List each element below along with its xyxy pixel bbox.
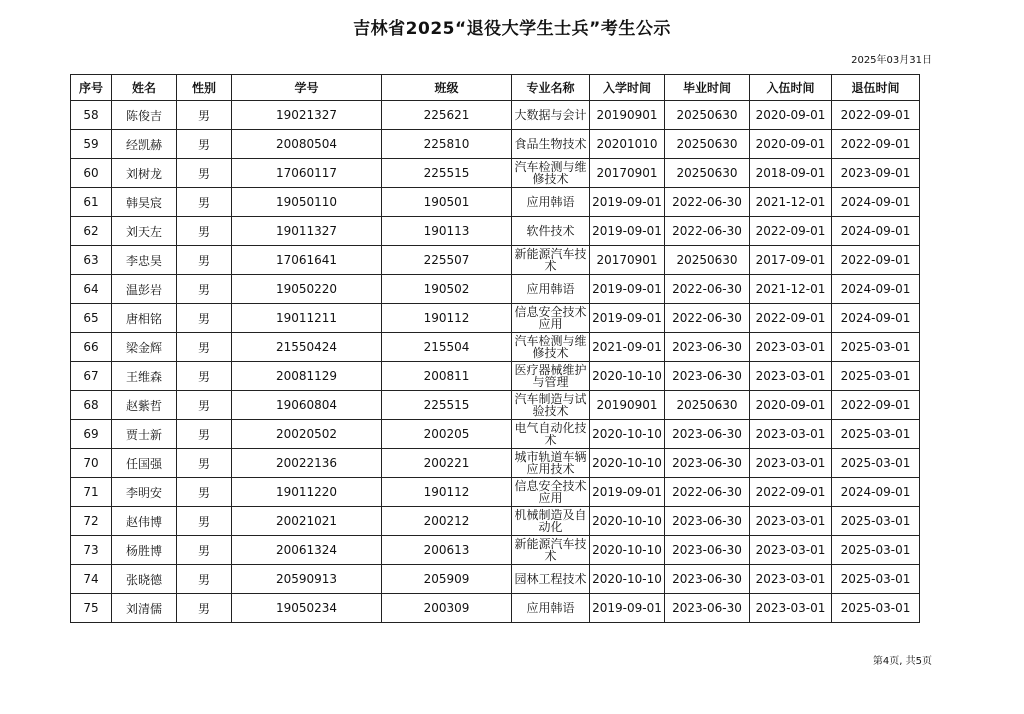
table-row — [71, 391, 920, 420]
cell-name: 韩昊宸 — [112, 188, 177, 217]
cell-graduation-date: 2023-06-30 — [665, 362, 750, 391]
table-row — [71, 304, 920, 333]
cell-discharge-date: 2024-09-01 — [832, 275, 920, 304]
cell-index: 70 — [71, 449, 112, 478]
cell-graduation-date: 2023-06-30 — [665, 507, 750, 536]
table-row — [71, 565, 920, 594]
cell-major: 食品生物技术 — [512, 130, 590, 159]
cell-name: 温彭岩 — [112, 275, 177, 304]
cell-discharge-date: 2022-09-01 — [832, 101, 920, 130]
cell-student-id: 19050234 — [232, 594, 382, 623]
table-row — [71, 275, 920, 304]
cell-name: 杨胜博 — [112, 536, 177, 565]
cell-enrollment-date: 2019-09-01 — [590, 594, 665, 623]
cell-major: 大数据与会计 — [512, 101, 590, 130]
cell-gender: 男 — [177, 536, 232, 565]
cell-student-id: 19050220 — [232, 275, 382, 304]
cell-class: 190112 — [382, 304, 512, 333]
cell-name: 张晓德 — [112, 565, 177, 594]
cell-student-id: 19060804 — [232, 391, 382, 420]
cell-graduation-date: 2023-06-30 — [665, 420, 750, 449]
header-enlistment-date: 入伍时间 — [750, 75, 832, 101]
cell-index: 63 — [71, 246, 112, 275]
cell-major: 汽车制造与试验技术 — [512, 391, 590, 420]
cell-class: 190501 — [382, 188, 512, 217]
cell-name: 刘清儒 — [112, 594, 177, 623]
cell-graduation-date: 2022-06-30 — [665, 275, 750, 304]
cell-graduation-date: 2022-06-30 — [665, 478, 750, 507]
table-row — [71, 449, 920, 478]
cell-index: 60 — [71, 159, 112, 188]
cell-gender: 男 — [177, 246, 232, 275]
cell-class: 225621 — [382, 101, 512, 130]
cell-student-id: 19021327 — [232, 101, 382, 130]
cell-discharge-date: 2025-03-01 — [832, 565, 920, 594]
cell-gender: 男 — [177, 159, 232, 188]
header-gender: 性别 — [177, 75, 232, 101]
cell-student-id: 20081129 — [232, 362, 382, 391]
table-row — [71, 420, 920, 449]
cell-graduation-date: 2022-06-30 — [665, 304, 750, 333]
cell-index: 69 — [71, 420, 112, 449]
cell-discharge-date: 2025-03-01 — [832, 507, 920, 536]
cell-index: 58 — [71, 101, 112, 130]
cell-discharge-date: 2022-09-01 — [832, 391, 920, 420]
cell-enrollment-date: 2019-09-01 — [590, 478, 665, 507]
cell-name: 刘树龙 — [112, 159, 177, 188]
cell-major: 信息安全技术应用 — [512, 478, 590, 507]
cell-student-id: 17061641 — [232, 246, 382, 275]
cell-gender: 男 — [177, 217, 232, 246]
cell-student-id: 19050110 — [232, 188, 382, 217]
cell-name: 刘天左 — [112, 217, 177, 246]
cell-enlistment-date: 2022-09-01 — [750, 478, 832, 507]
cell-enrollment-date: 2019-09-01 — [590, 304, 665, 333]
cell-graduation-date: 20250630 — [665, 130, 750, 159]
cell-student-id: 19011327 — [232, 217, 382, 246]
cell-enlistment-date: 2020-09-01 — [750, 130, 832, 159]
header-major: 专业名称 — [512, 75, 590, 101]
cell-discharge-date: 2025-03-01 — [832, 594, 920, 623]
cell-discharge-date: 2025-03-01 — [832, 420, 920, 449]
cell-class: 200212 — [382, 507, 512, 536]
header-name: 姓名 — [112, 75, 177, 101]
cell-graduation-date: 2022-06-30 — [665, 217, 750, 246]
cell-index: 71 — [71, 478, 112, 507]
cell-name: 唐相铭 — [112, 304, 177, 333]
cell-student-id: 20022136 — [232, 449, 382, 478]
cell-discharge-date: 2025-03-01 — [832, 536, 920, 565]
cell-class: 200613 — [382, 536, 512, 565]
cell-graduation-date: 2023-06-30 — [665, 565, 750, 594]
cell-index: 74 — [71, 565, 112, 594]
cell-enrollment-date: 2020-10-10 — [590, 362, 665, 391]
cell-gender: 男 — [177, 478, 232, 507]
cell-student-id: 21550424 — [232, 333, 382, 362]
cell-class: 190502 — [382, 275, 512, 304]
cell-gender: 男 — [177, 333, 232, 362]
cell-enrollment-date: 2020-10-10 — [590, 449, 665, 478]
table-row — [71, 478, 920, 507]
cell-enlistment-date: 2017-09-01 — [750, 246, 832, 275]
cell-enlistment-date: 2018-09-01 — [750, 159, 832, 188]
cell-name: 赵伟博 — [112, 507, 177, 536]
cell-discharge-date: 2025-03-01 — [832, 449, 920, 478]
cell-gender: 男 — [177, 188, 232, 217]
publish-date: 2025年03月31日 — [851, 55, 932, 66]
cell-discharge-date: 2024-09-01 — [832, 188, 920, 217]
table-row — [71, 333, 920, 362]
cell-student-id: 20020502 — [232, 420, 382, 449]
cell-graduation-date: 2023-06-30 — [665, 449, 750, 478]
cell-student-id: 20590913 — [232, 565, 382, 594]
cell-enrollment-date: 2021-09-01 — [590, 333, 665, 362]
cell-name: 李明安 — [112, 478, 177, 507]
cell-graduation-date: 20250630 — [665, 246, 750, 275]
cell-name: 王维森 — [112, 362, 177, 391]
cell-class: 190113 — [382, 217, 512, 246]
cell-graduation-date: 20250630 — [665, 101, 750, 130]
header-index: 序号 — [71, 75, 112, 101]
table-row — [71, 362, 920, 391]
cell-index: 61 — [71, 188, 112, 217]
cell-discharge-date: 2024-09-01 — [832, 304, 920, 333]
cell-index: 72 — [71, 507, 112, 536]
table-row — [71, 101, 920, 130]
table-row — [71, 217, 920, 246]
cell-enrollment-date: 2020-10-10 — [590, 420, 665, 449]
cell-major: 应用韩语 — [512, 275, 590, 304]
cell-gender: 男 — [177, 130, 232, 159]
cell-enlistment-date: 2020-09-01 — [750, 391, 832, 420]
header-enrollment-date: 入学时间 — [590, 75, 665, 101]
cell-student-id: 20061324 — [232, 536, 382, 565]
cell-class: 200309 — [382, 594, 512, 623]
cell-major: 软件技术 — [512, 217, 590, 246]
cell-class: 215504 — [382, 333, 512, 362]
roster-table — [70, 74, 920, 623]
cell-student-id: 20021021 — [232, 507, 382, 536]
cell-enrollment-date: 20190901 — [590, 391, 665, 420]
cell-index: 73 — [71, 536, 112, 565]
cell-discharge-date: 2025-03-01 — [832, 333, 920, 362]
cell-class: 225507 — [382, 246, 512, 275]
cell-enlistment-date: 2023-03-01 — [750, 536, 832, 565]
cell-index: 67 — [71, 362, 112, 391]
cell-discharge-date: 2022-09-01 — [832, 246, 920, 275]
cell-enrollment-date: 20201010 — [590, 130, 665, 159]
cell-gender: 男 — [177, 275, 232, 304]
cell-graduation-date: 2023-06-30 — [665, 536, 750, 565]
table-header-row — [71, 75, 920, 101]
header-class: 班级 — [382, 75, 512, 101]
cell-student-id: 19011211 — [232, 304, 382, 333]
cell-discharge-date: 2024-09-01 — [832, 478, 920, 507]
cell-graduation-date: 2023-06-30 — [665, 594, 750, 623]
cell-gender: 男 — [177, 594, 232, 623]
cell-enlistment-date: 2023-03-01 — [750, 333, 832, 362]
cell-name: 梁金辉 — [112, 333, 177, 362]
table-row — [71, 159, 920, 188]
cell-enrollment-date: 2019-09-01 — [590, 275, 665, 304]
cell-major: 新能源汽车技术 — [512, 536, 590, 565]
cell-class: 225515 — [382, 159, 512, 188]
cell-gender: 男 — [177, 507, 232, 536]
cell-student-id: 19011220 — [232, 478, 382, 507]
cell-major: 城市轨道车辆应用技术 — [512, 449, 590, 478]
page-number: 第4页, 共5页 — [872, 656, 932, 667]
cell-enlistment-date: 2023-03-01 — [750, 507, 832, 536]
cell-major: 汽车检测与维修技术 — [512, 159, 590, 188]
table-row — [71, 246, 920, 275]
cell-student-id: 20080504 — [232, 130, 382, 159]
cell-major: 信息安全技术应用 — [512, 304, 590, 333]
page-title: 吉林省2025“退役大学生士兵”考生公示 — [353, 19, 671, 39]
cell-graduation-date: 20250630 — [665, 391, 750, 420]
table-row — [71, 536, 920, 565]
table-row — [71, 130, 920, 159]
cell-enlistment-date: 2020-09-01 — [750, 101, 832, 130]
cell-enrollment-date: 2020-10-10 — [590, 565, 665, 594]
cell-discharge-date: 2022-09-01 — [832, 130, 920, 159]
cell-name: 贾士新 — [112, 420, 177, 449]
cell-student-id: 17060117 — [232, 159, 382, 188]
cell-major: 园林工程技术 — [512, 565, 590, 594]
cell-graduation-date: 2022-06-30 — [665, 188, 750, 217]
cell-gender: 男 — [177, 420, 232, 449]
cell-index: 64 — [71, 275, 112, 304]
cell-class: 205909 — [382, 565, 512, 594]
cell-class: 200221 — [382, 449, 512, 478]
cell-discharge-date: 2024-09-01 — [832, 217, 920, 246]
cell-gender: 男 — [177, 304, 232, 333]
cell-gender: 男 — [177, 565, 232, 594]
cell-class: 190112 — [382, 478, 512, 507]
cell-name: 任国强 — [112, 449, 177, 478]
cell-index: 66 — [71, 333, 112, 362]
cell-index: 68 — [71, 391, 112, 420]
cell-index: 75 — [71, 594, 112, 623]
cell-enrollment-date: 2019-09-01 — [590, 188, 665, 217]
cell-major: 机械制造及自动化 — [512, 507, 590, 536]
cell-enlistment-date: 2022-09-01 — [750, 304, 832, 333]
cell-major: 应用韩语 — [512, 188, 590, 217]
table-row — [71, 594, 920, 623]
cell-class: 225515 — [382, 391, 512, 420]
cell-enrollment-date: 20190901 — [590, 101, 665, 130]
table-row — [71, 507, 920, 536]
cell-name: 赵紫哲 — [112, 391, 177, 420]
cell-enlistment-date: 2021-12-01 — [750, 188, 832, 217]
cell-enlistment-date: 2023-03-01 — [750, 594, 832, 623]
cell-graduation-date: 2023-06-30 — [665, 333, 750, 362]
cell-enlistment-date: 2023-03-01 — [750, 362, 832, 391]
cell-gender: 男 — [177, 101, 232, 130]
cell-enrollment-date: 2020-10-10 — [590, 507, 665, 536]
cell-graduation-date: 20250630 — [665, 159, 750, 188]
cell-enlistment-date: 2023-03-01 — [750, 565, 832, 594]
cell-name: 经凯赫 — [112, 130, 177, 159]
cell-gender: 男 — [177, 362, 232, 391]
cell-discharge-date: 2023-09-01 — [832, 159, 920, 188]
header-student-id: 学号 — [232, 75, 382, 101]
cell-class: 200811 — [382, 362, 512, 391]
cell-index: 62 — [71, 217, 112, 246]
header-discharge-date: 退伍时间 — [832, 75, 920, 101]
cell-major: 汽车检测与维修技术 — [512, 333, 590, 362]
cell-major: 应用韩语 — [512, 594, 590, 623]
cell-enrollment-date: 2019-09-01 — [590, 217, 665, 246]
cell-name: 陈俊吉 — [112, 101, 177, 130]
cell-enrollment-date: 2020-10-10 — [590, 536, 665, 565]
table-row — [71, 188, 920, 217]
cell-gender: 男 — [177, 449, 232, 478]
cell-enlistment-date: 2023-03-01 — [750, 449, 832, 478]
cell-class: 225810 — [382, 130, 512, 159]
cell-discharge-date: 2025-03-01 — [832, 362, 920, 391]
cell-index: 59 — [71, 130, 112, 159]
cell-gender: 男 — [177, 391, 232, 420]
cell-major: 医疗器械维护与管理 — [512, 362, 590, 391]
cell-index: 65 — [71, 304, 112, 333]
table-body — [71, 101, 920, 623]
cell-enrollment-date: 20170901 — [590, 246, 665, 275]
cell-enlistment-date: 2023-03-01 — [750, 420, 832, 449]
cell-enrollment-date: 20170901 — [590, 159, 665, 188]
cell-class: 200205 — [382, 420, 512, 449]
header-graduation-date: 毕业时间 — [665, 75, 750, 101]
cell-enlistment-date: 2021-12-01 — [750, 275, 832, 304]
cell-enlistment-date: 2022-09-01 — [750, 217, 832, 246]
cell-major: 电气自动化技术 — [512, 420, 590, 449]
cell-name: 李忠昊 — [112, 246, 177, 275]
cell-major: 新能源汽车技术 — [512, 246, 590, 275]
